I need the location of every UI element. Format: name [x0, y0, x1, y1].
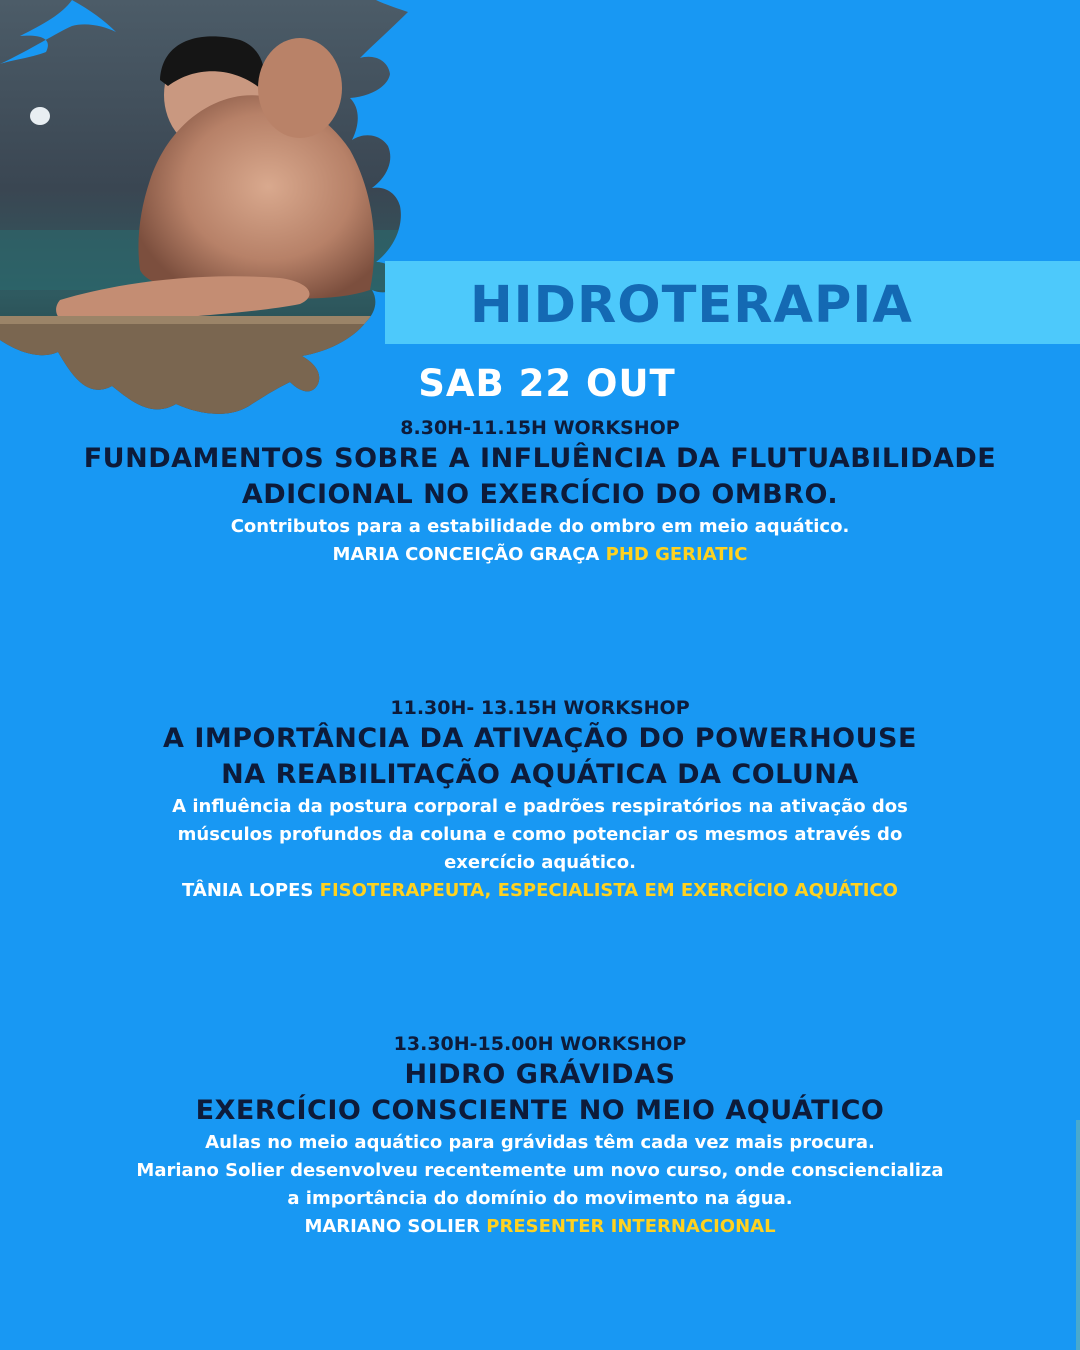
session-time: 8.30H-11.15H WORKSHOP — [400, 417, 680, 439]
session-description-line: Contributos para a estabilidade do ombro em meio aquático. — [230, 516, 850, 537]
session-heading-line: FUNDAMENTOS SOBRE A INFLUÊNCIA DA FLUTUABILIDADE — [83, 443, 997, 474]
session-heading — [30, 721, 1050, 793]
session-3 — [30, 1031, 1050, 1241]
speaker-role: PHD GERIATIC — [605, 544, 748, 565]
session-2 — [30, 695, 1050, 905]
session-description — [30, 1129, 1050, 1213]
event-date: SAB 22 OUT — [418, 362, 676, 405]
session-heading-line: A IMPORTÂNCIA DA ATIVAÇÃO DO POWERHOUSE — [163, 723, 917, 754]
session-heading-line: NA REABILITAÇÃO AQUÁTICA DA COLUNA — [221, 759, 859, 790]
session-heading-line: HIDRO GRÁVIDAS — [404, 1059, 676, 1090]
right-edge-strip — [1076, 1120, 1080, 1350]
session-description-line: Mariano Solier desenvolveu recentemente um novo curso, onde consciencializa — [136, 1160, 944, 1181]
session-speaker — [30, 1213, 1050, 1241]
speaker-name: MARIA CONCEIÇÃO GRAÇA — [332, 544, 600, 565]
session-time: 13.30H-15.00H WORKSHOP — [393, 1033, 687, 1055]
session-description-line: a importância do domínio do movimento na água. — [287, 1188, 793, 1209]
speaker-name: TÂNIA LOPES — [182, 880, 314, 901]
session-description — [30, 513, 1050, 541]
session-time: 11.30H- 13.15H WORKSHOP — [390, 697, 690, 719]
speaker-name: MARIANO SOLIER — [304, 1216, 481, 1237]
speaker-role: FISOTERAPEUTA, ESPECIALISTA EM EXERCÍCIO AQUÁTICO — [319, 880, 898, 901]
session-heading-line: EXERCÍCIO CONSCIENTE NO MEIO AQUÁTICO — [195, 1095, 885, 1126]
session-description-line: músculos profundos da coluna e como potenciar os mesmos através do — [177, 824, 903, 845]
session-description — [30, 793, 1050, 877]
session-1 — [30, 415, 1050, 569]
session-speaker — [30, 877, 1050, 905]
poster-title: HIDROTERAPIA — [470, 276, 913, 335]
session-description-line: Aulas no meio aquático para grávidas têm cada vez mais procura. — [205, 1132, 875, 1153]
session-description-line: A influência da postura corporal e padrões respiratórios na ativação dos — [172, 796, 908, 817]
session-description-line: exercício aquático. — [444, 852, 636, 873]
session-speaker — [30, 541, 1050, 569]
speaker-role: PRESENTER INTERNACIONAL — [486, 1216, 776, 1237]
hydrotherapy-photo — [0, 0, 420, 420]
session-heading — [30, 441, 1050, 513]
session-heading — [30, 1057, 1050, 1129]
session-heading-line: ADICIONAL NO EXERCÍCIO DO OMBRO. — [241, 479, 839, 510]
